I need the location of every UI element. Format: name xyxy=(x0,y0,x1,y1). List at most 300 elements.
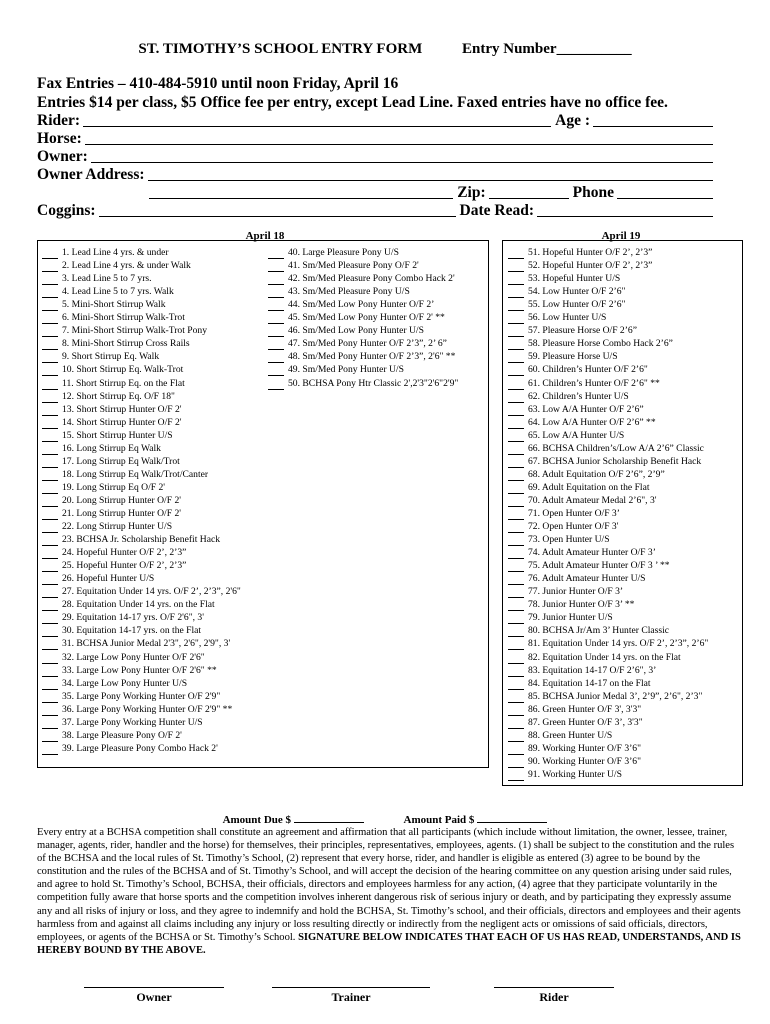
class-entry-checkbox[interactable] xyxy=(508,561,524,572)
class-entry xyxy=(508,311,708,324)
class-entry-label: 30. Equitation 14-17 yrs. on the Flat xyxy=(62,625,202,637)
class-entry-checkbox[interactable] xyxy=(268,300,284,311)
class-entry-checkbox[interactable] xyxy=(508,770,524,781)
class-entry xyxy=(42,533,241,546)
class-entry xyxy=(42,546,241,559)
class-entry-checkbox[interactable] xyxy=(42,274,58,285)
age-field[interactable] xyxy=(593,112,713,127)
class-entry-label: 32. Large Low Pony Hunter O/F 2'6" xyxy=(62,651,205,663)
owner-address-row xyxy=(37,166,713,184)
class-entry xyxy=(42,285,241,298)
class-entry-checkbox[interactable] xyxy=(42,561,58,572)
class-entry-checkbox[interactable] xyxy=(268,313,284,324)
class-entry xyxy=(268,259,458,272)
class-entry-label: 15. Short Stirrup Hunter U/S xyxy=(62,429,173,441)
class-entry-label: 69. Adult Equitation on the Flat xyxy=(528,481,650,493)
entry-number-label: Entry Number xyxy=(462,41,557,57)
class-entry-checkbox[interactable] xyxy=(42,444,58,455)
class-entry-label: 37. Large Pony Working Hunter U/S xyxy=(62,716,203,728)
class-entry-label: 31. BCHSA Junior Medal 2'3", 2'6", 2'9", 3' xyxy=(62,638,231,650)
class-entry-checkbox[interactable] xyxy=(508,587,524,598)
class-entry xyxy=(42,416,241,429)
class-entry xyxy=(508,246,708,259)
class-entry-checkbox[interactable] xyxy=(508,418,524,429)
class-entry-checkbox[interactable] xyxy=(508,666,524,677)
class-entry-label: 50. BCHSA Pony Htr Classic 2',2'3"2'6"2'9" xyxy=(288,377,459,389)
owner-address-line2[interactable] xyxy=(149,184,453,199)
class-entry xyxy=(508,520,708,533)
class-entry-checkbox[interactable] xyxy=(508,679,524,690)
class-entry-checkbox[interactable] xyxy=(508,339,524,350)
class-entry-checkbox[interactable] xyxy=(42,483,58,494)
class-entry-label: 51. Hopeful Hunter O/F 2’, 2’3” xyxy=(528,247,653,259)
class-entry-checkbox[interactable] xyxy=(42,431,58,442)
class-entry-label: 74. Adult Amateur Hunter O/F 3’ xyxy=(528,547,656,559)
class-entry xyxy=(508,285,708,298)
class-entry-label: 79. Junior Hunter U/S xyxy=(528,612,613,624)
class-entry-checkbox[interactable] xyxy=(42,639,58,650)
amounts-row xyxy=(0,813,770,826)
coggins-label: Coggins: xyxy=(37,202,96,219)
class-entry-checkbox[interactable] xyxy=(42,326,58,337)
class-entry-checkbox[interactable] xyxy=(268,326,284,337)
class-entry-checkbox[interactable] xyxy=(42,261,58,272)
class-entry-checkbox[interactable] xyxy=(42,470,58,481)
owner-signature-line[interactable] xyxy=(84,975,224,988)
agreement-text xyxy=(37,826,745,957)
class-entry-label: 21. Long Stirrup Hunter O/F 2' xyxy=(62,507,181,519)
class-entry xyxy=(42,246,241,259)
class-entry-label: 87. Green Hunter O/F 3’, 3'3" xyxy=(528,716,643,728)
class-entry xyxy=(42,559,241,572)
class-entry xyxy=(42,520,241,533)
class-entry-checkbox[interactable] xyxy=(508,718,524,729)
class-entry xyxy=(42,442,241,455)
class-entry-checkbox[interactable] xyxy=(508,261,524,272)
class-entry xyxy=(268,311,458,324)
class-entry-label: 86. Green Hunter O/F 3', 3'3" xyxy=(528,703,642,715)
class-entry-label: 76. Adult Amateur Hunter U/S xyxy=(528,573,646,585)
class-entry xyxy=(508,650,708,663)
class-entry-label: 82. Equitation Under 14 yrs. on the Flat xyxy=(528,651,681,663)
class-entry-label: 20. Long Stirrup Hunter O/F 2' xyxy=(62,494,181,506)
class-entry-checkbox[interactable] xyxy=(268,274,284,285)
class-entry-checkbox[interactable] xyxy=(42,509,58,520)
class-entry-checkbox[interactable] xyxy=(42,496,58,507)
class-entry-checkbox[interactable] xyxy=(508,352,524,363)
class-entry-checkbox[interactable] xyxy=(268,248,284,259)
agreement-body: Every entry at a BCHSA competition shall constitute an agreement and affirmation that all participants (which include without limitation, the owner, lessee, trainer, manager, agents, rider, handler and the horse) for themselves, their principles, representatives, employees, agents. (1) shall be subject to the constitution and the rules of the BCHSA and the local rules of St. Timothy’s School, (2) represent that every horse, rider, and handler is eligible as entered (3) agree to be bound by the constitution and the rules of the BCHSA and of St. Timothy’s School, and will accept the decision of the hearing committee on any question arising under said rules, and agree to hold St. Timothy’s School, BCHSA, their officials, directors and employees harmless for any action, (4) agree that they participate voluntarily in the competition fully aware that horse sports and the competition involves inherent dangerous risk of serious injury or death, and by participating they expressly assume any and all risks of injury or loss, and they agree to indemnify and hold the BCHSA, St. Timothy’s school, and their officials, directors and employees and their agents harmless from and against all claims including any injury or loss resulting directly or indirectly from the negligent acts or omissions of said officials, directors, employees, or agents of the BCHSA or St. Timothy’s School. xyxy=(37,827,741,943)
entry-number-blank[interactable]: __________ xyxy=(556,41,632,57)
class-entry-label: 29. Equitation 14-17 yrs. O/F 2'6", 3' xyxy=(62,612,204,624)
class-entry-label: 7. Mini-Short Stirrup Walk-Trot Pony xyxy=(62,325,208,337)
class-entry xyxy=(268,272,458,285)
class-entry-checkbox[interactable] xyxy=(42,692,58,703)
class-entry-label: 18. Long Stirrup Eq Walk/Trot/Canter xyxy=(62,468,209,480)
class-entry-label: 80. BCHSA Jr/Am 3’ Hunter Classic xyxy=(528,625,670,637)
class-entry-label: 59. Pleasure Horse U/S xyxy=(528,351,618,363)
class-entry-checkbox[interactable] xyxy=(508,574,524,585)
class-entry-checkbox[interactable] xyxy=(508,744,524,755)
class-entry-checkbox[interactable] xyxy=(42,522,58,533)
class-entry xyxy=(508,611,708,624)
class-entry xyxy=(508,677,708,690)
address-zip-phone-row xyxy=(146,184,713,202)
class-entry-checkbox[interactable] xyxy=(508,600,524,611)
owner-address-field[interactable] xyxy=(148,166,713,181)
class-entry-label: 17. Long Stirrup Eq Walk/Trot xyxy=(62,455,180,467)
class-entry-label: 58. Pleasure Horse Combo Hack 2’6” xyxy=(528,338,673,350)
class-entry-label: 6. Mini-Short Stirrup Walk-Trot xyxy=(62,312,185,324)
date-read-field[interactable] xyxy=(537,202,713,217)
april19-list xyxy=(508,246,708,781)
class-entry-label: 68. Adult Equitation O/F 2’6”, 2’9” xyxy=(528,468,665,480)
class-entry-checkbox[interactable] xyxy=(42,405,58,416)
class-entry-label: 73. Open Hunter U/S xyxy=(528,534,610,546)
class-entry xyxy=(268,285,458,298)
class-entry-checkbox[interactable] xyxy=(42,352,58,363)
class-entry-checkbox[interactable] xyxy=(508,365,524,376)
class-entry-checkbox[interactable] xyxy=(508,522,524,533)
class-entry-checkbox[interactable] xyxy=(42,718,58,729)
class-entry-checkbox[interactable] xyxy=(508,653,524,664)
class-entry-label: 56. Low Hunter U/S xyxy=(528,312,607,324)
class-entry-label: 47. Sm/Med Pony Hunter O/F 2’3”, 2’ 6” xyxy=(288,338,447,350)
class-entry-checkbox[interactable] xyxy=(508,379,524,390)
class-entry xyxy=(42,350,241,363)
class-entry-checkbox[interactable] xyxy=(508,705,524,716)
class-entry xyxy=(42,324,241,337)
class-entry-checkbox[interactable] xyxy=(268,287,284,298)
class-entry xyxy=(42,650,241,663)
class-entry-label: 4. Lead Line 5 to 7 yrs. Walk xyxy=(62,286,174,298)
class-entry-checkbox[interactable] xyxy=(508,509,524,520)
date-read-label: Date Read: xyxy=(459,202,534,219)
fee-notice: Entries $14 per class, $5 Office fee per entry, except Lead Line. Faxed entries have no office fee. xyxy=(37,94,668,111)
zip-label: Zip: xyxy=(457,184,486,201)
class-entry-checkbox[interactable] xyxy=(42,705,58,716)
class-entry xyxy=(42,716,241,729)
class-entry-checkbox[interactable] xyxy=(508,496,524,507)
class-entry xyxy=(42,742,241,755)
class-entry-label: 62. Children’s Hunter U/S xyxy=(528,390,629,402)
rider-signature[interactable] xyxy=(494,975,614,1005)
class-entry xyxy=(42,363,241,376)
class-entry-checkbox[interactable] xyxy=(508,548,524,559)
class-entry-checkbox[interactable] xyxy=(508,405,524,416)
class-entry-checkbox[interactable] xyxy=(42,666,58,677)
class-entry xyxy=(42,677,241,690)
class-entry-checkbox[interactable] xyxy=(508,392,524,403)
class-entry-checkbox[interactable] xyxy=(508,692,524,703)
class-entry xyxy=(508,768,708,781)
rider-label: Rider: xyxy=(37,112,81,129)
class-entry xyxy=(42,703,241,716)
class-entry-checkbox[interactable] xyxy=(508,287,524,298)
class-entry-checkbox[interactable] xyxy=(42,365,58,376)
class-entry-label: 83. Equitation 14-17 O/F 2’6", 3’ xyxy=(528,664,657,676)
class-entry xyxy=(508,742,708,755)
class-entry xyxy=(42,624,241,637)
owner-signature[interactable] xyxy=(84,975,224,1005)
class-entry-label: 44. Sm/Med Low Pony Hunter O/F 2’ xyxy=(288,299,435,311)
class-entry-label: 35. Large Pony Working Hunter O/F 2'9" xyxy=(62,690,221,702)
class-entry-checkbox[interactable] xyxy=(42,731,58,742)
rider-age-row xyxy=(37,112,713,130)
class-entry xyxy=(508,716,708,729)
class-entry-label: 1. Lead Line 4 yrs. & under xyxy=(62,247,169,259)
class-entry-label: 54. Low Hunter O/F 2’6" xyxy=(528,286,626,298)
class-entry-label: 5. Mini-Short Stirrup Walk xyxy=(62,299,166,311)
class-entry-checkbox[interactable] xyxy=(508,626,524,637)
class-entry-checkbox[interactable] xyxy=(508,535,524,546)
class-entry-label: 38. Large Pleasure Pony O/F 2' xyxy=(62,729,182,741)
class-entry xyxy=(508,390,708,403)
class-entry-label: 63. Low A/A Hunter O/F 2’6” xyxy=(528,403,644,415)
class-entry-checkbox[interactable] xyxy=(42,587,58,598)
phone-label: Phone xyxy=(572,184,614,201)
class-entry xyxy=(508,494,708,507)
class-entry-checkbox[interactable] xyxy=(42,392,58,403)
class-entry xyxy=(508,298,708,311)
class-entry-label: 78. Junior Hunter O/F 3’ ** xyxy=(528,599,635,611)
class-entry xyxy=(508,363,708,376)
class-entry xyxy=(268,246,458,259)
class-entry-checkbox[interactable] xyxy=(508,313,524,324)
class-entry-label: 24. Hopeful Hunter O/F 2’, 2’3” xyxy=(62,547,187,559)
class-entry-checkbox[interactable] xyxy=(42,600,58,611)
class-entry xyxy=(508,637,708,650)
fax-notice: Fax Entries – 410-484-5910 until noon Friday, April 16 xyxy=(37,75,399,92)
class-entry-label: 14. Short Stirrup Hunter O/F 2' xyxy=(62,416,182,428)
class-entry-label: 11. Short Stirrup Eq. on the Flat xyxy=(62,377,185,389)
class-entry-label: 85. BCHSA Junior Medal 3’, 2’9”, 2’6", 2’3" xyxy=(528,690,703,702)
class-entry-label: 52. Hopeful Hunter O/F 2’, 2’3” xyxy=(528,260,653,272)
class-entry xyxy=(42,468,241,481)
rider-field[interactable] xyxy=(83,112,551,127)
class-entry-checkbox[interactable] xyxy=(508,248,524,259)
amount-paid-field[interactable] xyxy=(477,813,547,823)
class-entry xyxy=(42,611,241,624)
class-entry-checkbox[interactable] xyxy=(268,379,284,390)
age-label: Age : xyxy=(555,112,590,129)
class-entry-label: 27. Equitation Under 14 yrs. O/F 2’, 2’3”, 2'6" xyxy=(62,586,241,598)
class-entry-label: 28. Equitation Under 14 yrs. on the Flat xyxy=(62,599,215,611)
class-entry-label: 72. Open Hunter O/F 3' xyxy=(528,521,619,533)
class-entry xyxy=(508,376,708,389)
class-entry-checkbox[interactable] xyxy=(42,548,58,559)
class-entry-label: 65. Low A/A Hunter U/S xyxy=(528,429,625,441)
class-entry xyxy=(268,363,458,376)
class-entry xyxy=(508,755,708,768)
class-entry xyxy=(508,416,708,429)
class-entry xyxy=(508,429,708,442)
class-entry xyxy=(42,572,241,585)
class-entry-label: 13. Short Stirrup Hunter O/F 2' xyxy=(62,403,182,415)
class-entry xyxy=(508,703,708,716)
class-entry-checkbox[interactable] xyxy=(42,613,58,624)
class-entry-checkbox[interactable] xyxy=(42,653,58,664)
class-entry xyxy=(508,559,708,572)
class-entry xyxy=(42,507,241,520)
class-entry-checkbox[interactable] xyxy=(42,339,58,350)
class-entry-label: 53. Hopeful Hunter U/S xyxy=(528,273,621,285)
class-entry xyxy=(508,507,708,520)
class-entry xyxy=(268,298,458,311)
agreement-signature-notice: SIGNATURE BELOW INDICATES THAT EACH OF US HAS READ, UNDERSTANDS, AND IS HEREBY BOUND BY THE ABOVE. xyxy=(37,931,741,956)
class-entry-label: 88. Green Hunter U/S xyxy=(528,729,613,741)
class-entry-label: 40. Large Pleasure Pony U/S xyxy=(288,247,399,259)
class-entry-checkbox[interactable] xyxy=(42,626,58,637)
class-entry-label: 57. Pleasure Horse O/F 2’6” xyxy=(528,325,637,337)
class-entry-label: 23. BCHSA Jr. Scholarship Benefit Hack xyxy=(62,534,221,546)
class-entry xyxy=(508,533,708,546)
trainer-signature-line[interactable] xyxy=(272,975,430,988)
class-entry xyxy=(42,690,241,703)
class-entry-label: 12. Short Stirrup Eq. O/F 18" xyxy=(62,390,175,402)
class-entry xyxy=(508,624,708,637)
class-entry-label: 77. Junior Hunter O/F 3’ xyxy=(528,586,624,598)
class-entry-label: 8. Mini-Short Stirrup Cross Rails xyxy=(62,338,190,350)
class-entry-checkbox[interactable] xyxy=(508,300,524,311)
class-entry-label: 46. Sm/Med Low Pony Hunter U/S xyxy=(288,325,424,337)
trainer-signature[interactable] xyxy=(272,975,430,1005)
class-entry-label: 26. Hopeful Hunter U/S xyxy=(62,573,155,585)
class-entry-checkbox[interactable] xyxy=(508,757,524,768)
class-entry-checkbox[interactable] xyxy=(268,261,284,272)
class-entry-checkbox[interactable] xyxy=(508,431,524,442)
class-entry xyxy=(268,337,458,350)
class-entry-label: 89. Working Hunter O/F 3’6" xyxy=(528,742,642,754)
class-entry-checkbox[interactable] xyxy=(42,535,58,546)
class-entry-checkbox[interactable] xyxy=(42,248,58,259)
class-entry xyxy=(508,455,708,468)
class-entry-checkbox[interactable] xyxy=(508,613,524,624)
class-entry-label: 19. Long Stirrup Eq O/F 2' xyxy=(62,481,165,493)
class-entry xyxy=(42,664,241,677)
class-entry xyxy=(508,598,708,611)
coggins-row xyxy=(37,202,713,220)
class-entry-checkbox[interactable] xyxy=(508,274,524,285)
class-entry xyxy=(42,403,241,416)
horse-field[interactable] xyxy=(85,130,713,145)
class-entry-label: 43. Sm/Med Pleasure Pony U/S xyxy=(288,286,410,298)
class-entry xyxy=(508,546,708,559)
class-entry xyxy=(42,390,241,403)
class-entry xyxy=(508,272,708,285)
class-entry xyxy=(42,455,241,468)
class-entry-checkbox[interactable] xyxy=(508,444,524,455)
class-entry-label: 25. Hopeful Hunter O/F 2’, 2’3” xyxy=(62,560,187,572)
class-entry xyxy=(42,429,241,442)
class-entry-checkbox[interactable] xyxy=(508,731,524,742)
class-entry-checkbox[interactable] xyxy=(42,418,58,429)
class-entry-checkbox[interactable] xyxy=(508,457,524,468)
class-entry-checkbox[interactable] xyxy=(268,352,284,363)
class-entry-checkbox[interactable] xyxy=(42,313,58,324)
class-entry-checkbox[interactable] xyxy=(508,470,524,481)
class-entry-label: 9. Short Stirrup Eq. Walk xyxy=(62,351,160,363)
class-entry xyxy=(268,376,458,389)
class-entry-label: 45. Sm/Med Low Pony Hunter O/F 2' ** xyxy=(288,312,445,324)
class-entry-label: 48. Sm/Med Pony Hunter O/F 2’3”, 2'6" ** xyxy=(288,351,456,363)
class-entry xyxy=(42,259,241,272)
class-entry-label: 3. Lead Line 5 to 7 yrs. xyxy=(62,273,152,285)
owner-signature-label: Owner xyxy=(136,990,172,1004)
amount-due-field[interactable] xyxy=(294,813,364,823)
class-entry-label: 36. Large Pony Working Hunter O/F 2'9" ** xyxy=(62,703,233,715)
phone-field[interactable] xyxy=(617,184,713,199)
class-entry-checkbox[interactable] xyxy=(42,574,58,585)
class-entry-checkbox[interactable] xyxy=(42,300,58,311)
april18-heading: April 18 xyxy=(245,230,285,242)
class-entry-checkbox[interactable] xyxy=(42,379,58,390)
class-entry-checkbox[interactable] xyxy=(42,744,58,755)
class-entry-label: 61. Children’s Hunter O/F 2’6" ** xyxy=(528,377,660,389)
class-entry xyxy=(508,468,708,481)
class-entry-checkbox[interactable] xyxy=(508,639,524,650)
horse-label: Horse: xyxy=(37,130,82,147)
class-entry xyxy=(42,311,241,324)
class-entry xyxy=(42,337,241,350)
class-entry xyxy=(42,298,241,311)
amount-due-label: Amount Due $ xyxy=(222,814,292,826)
class-entry-label: 84. Equitation 14-17 on the Flat xyxy=(528,677,651,689)
class-entry-label: 10. Short Stirrup Eq. Walk-Trot xyxy=(62,364,184,376)
class-entry xyxy=(508,324,708,337)
zip-field[interactable] xyxy=(489,184,569,199)
class-entry xyxy=(42,729,241,742)
class-entry-label: 41. Sm/Med Pleasure Pony O/F 2' xyxy=(288,260,419,272)
class-entry xyxy=(268,324,458,337)
class-entry-label: 67. BCHSA Junior Scholarship Benefit Hack xyxy=(528,455,702,467)
amount-paid-label: Amount Paid $ xyxy=(403,814,475,826)
class-entry-label: 81. Equitation Under 14 yrs. O/F 2’, 2’3”, 2’6" xyxy=(528,638,709,650)
owner-field[interactable] xyxy=(91,148,713,163)
class-entry xyxy=(42,376,241,389)
class-entry-label: 71. Open Hunter O/F 3’ xyxy=(528,507,620,519)
class-entry-label: 66. BCHSA Children’s/Low A/A 2’6” Classic xyxy=(528,442,704,454)
class-entry xyxy=(508,572,708,585)
class-entry-label: 42. Sm/Med Pleasure Pony Combo Hack 2' xyxy=(288,273,455,285)
class-entry-label: 64. Low A/A Hunter O/F 2’6” ** xyxy=(528,416,656,428)
class-entry-label: 91. Working Hunter U/S xyxy=(528,768,622,780)
rider-signature-line[interactable] xyxy=(494,975,614,988)
class-entry-label: 55. Low Hunter O/F 2’6" xyxy=(528,299,626,311)
class-entry-checkbox[interactable] xyxy=(268,339,284,350)
class-entry-label: 22. Long Stirrup Hunter U/S xyxy=(62,521,173,533)
class-entry-checkbox[interactable] xyxy=(508,326,524,337)
owner-row xyxy=(37,148,713,166)
class-entry-checkbox[interactable] xyxy=(42,457,58,468)
class-entry-label: 34. Large Low Pony Hunter U/S xyxy=(62,677,188,689)
class-entry-label: 39. Large Pleasure Pony Combo Hack 2' xyxy=(62,742,218,754)
class-entry-checkbox[interactable] xyxy=(508,483,524,494)
page-title xyxy=(0,41,770,58)
class-entry xyxy=(508,337,708,350)
coggins-field[interactable] xyxy=(99,202,456,217)
april18-col1-list xyxy=(42,246,241,755)
owner-label: Owner: xyxy=(37,148,88,165)
class-entry-label: 33. Large Low Pony Hunter O/F 2'6" ** xyxy=(62,664,217,676)
owner-address-label: Owner Address: xyxy=(37,166,145,183)
class-entry-checkbox[interactable] xyxy=(42,287,58,298)
class-entry-checkbox[interactable] xyxy=(42,679,58,690)
class-entry-label: 2. Lead Line 4 yrs. & under Walk xyxy=(62,260,191,272)
class-entry xyxy=(42,637,241,650)
class-entry xyxy=(508,664,708,677)
class-entry-checkbox[interactable] xyxy=(268,365,284,376)
